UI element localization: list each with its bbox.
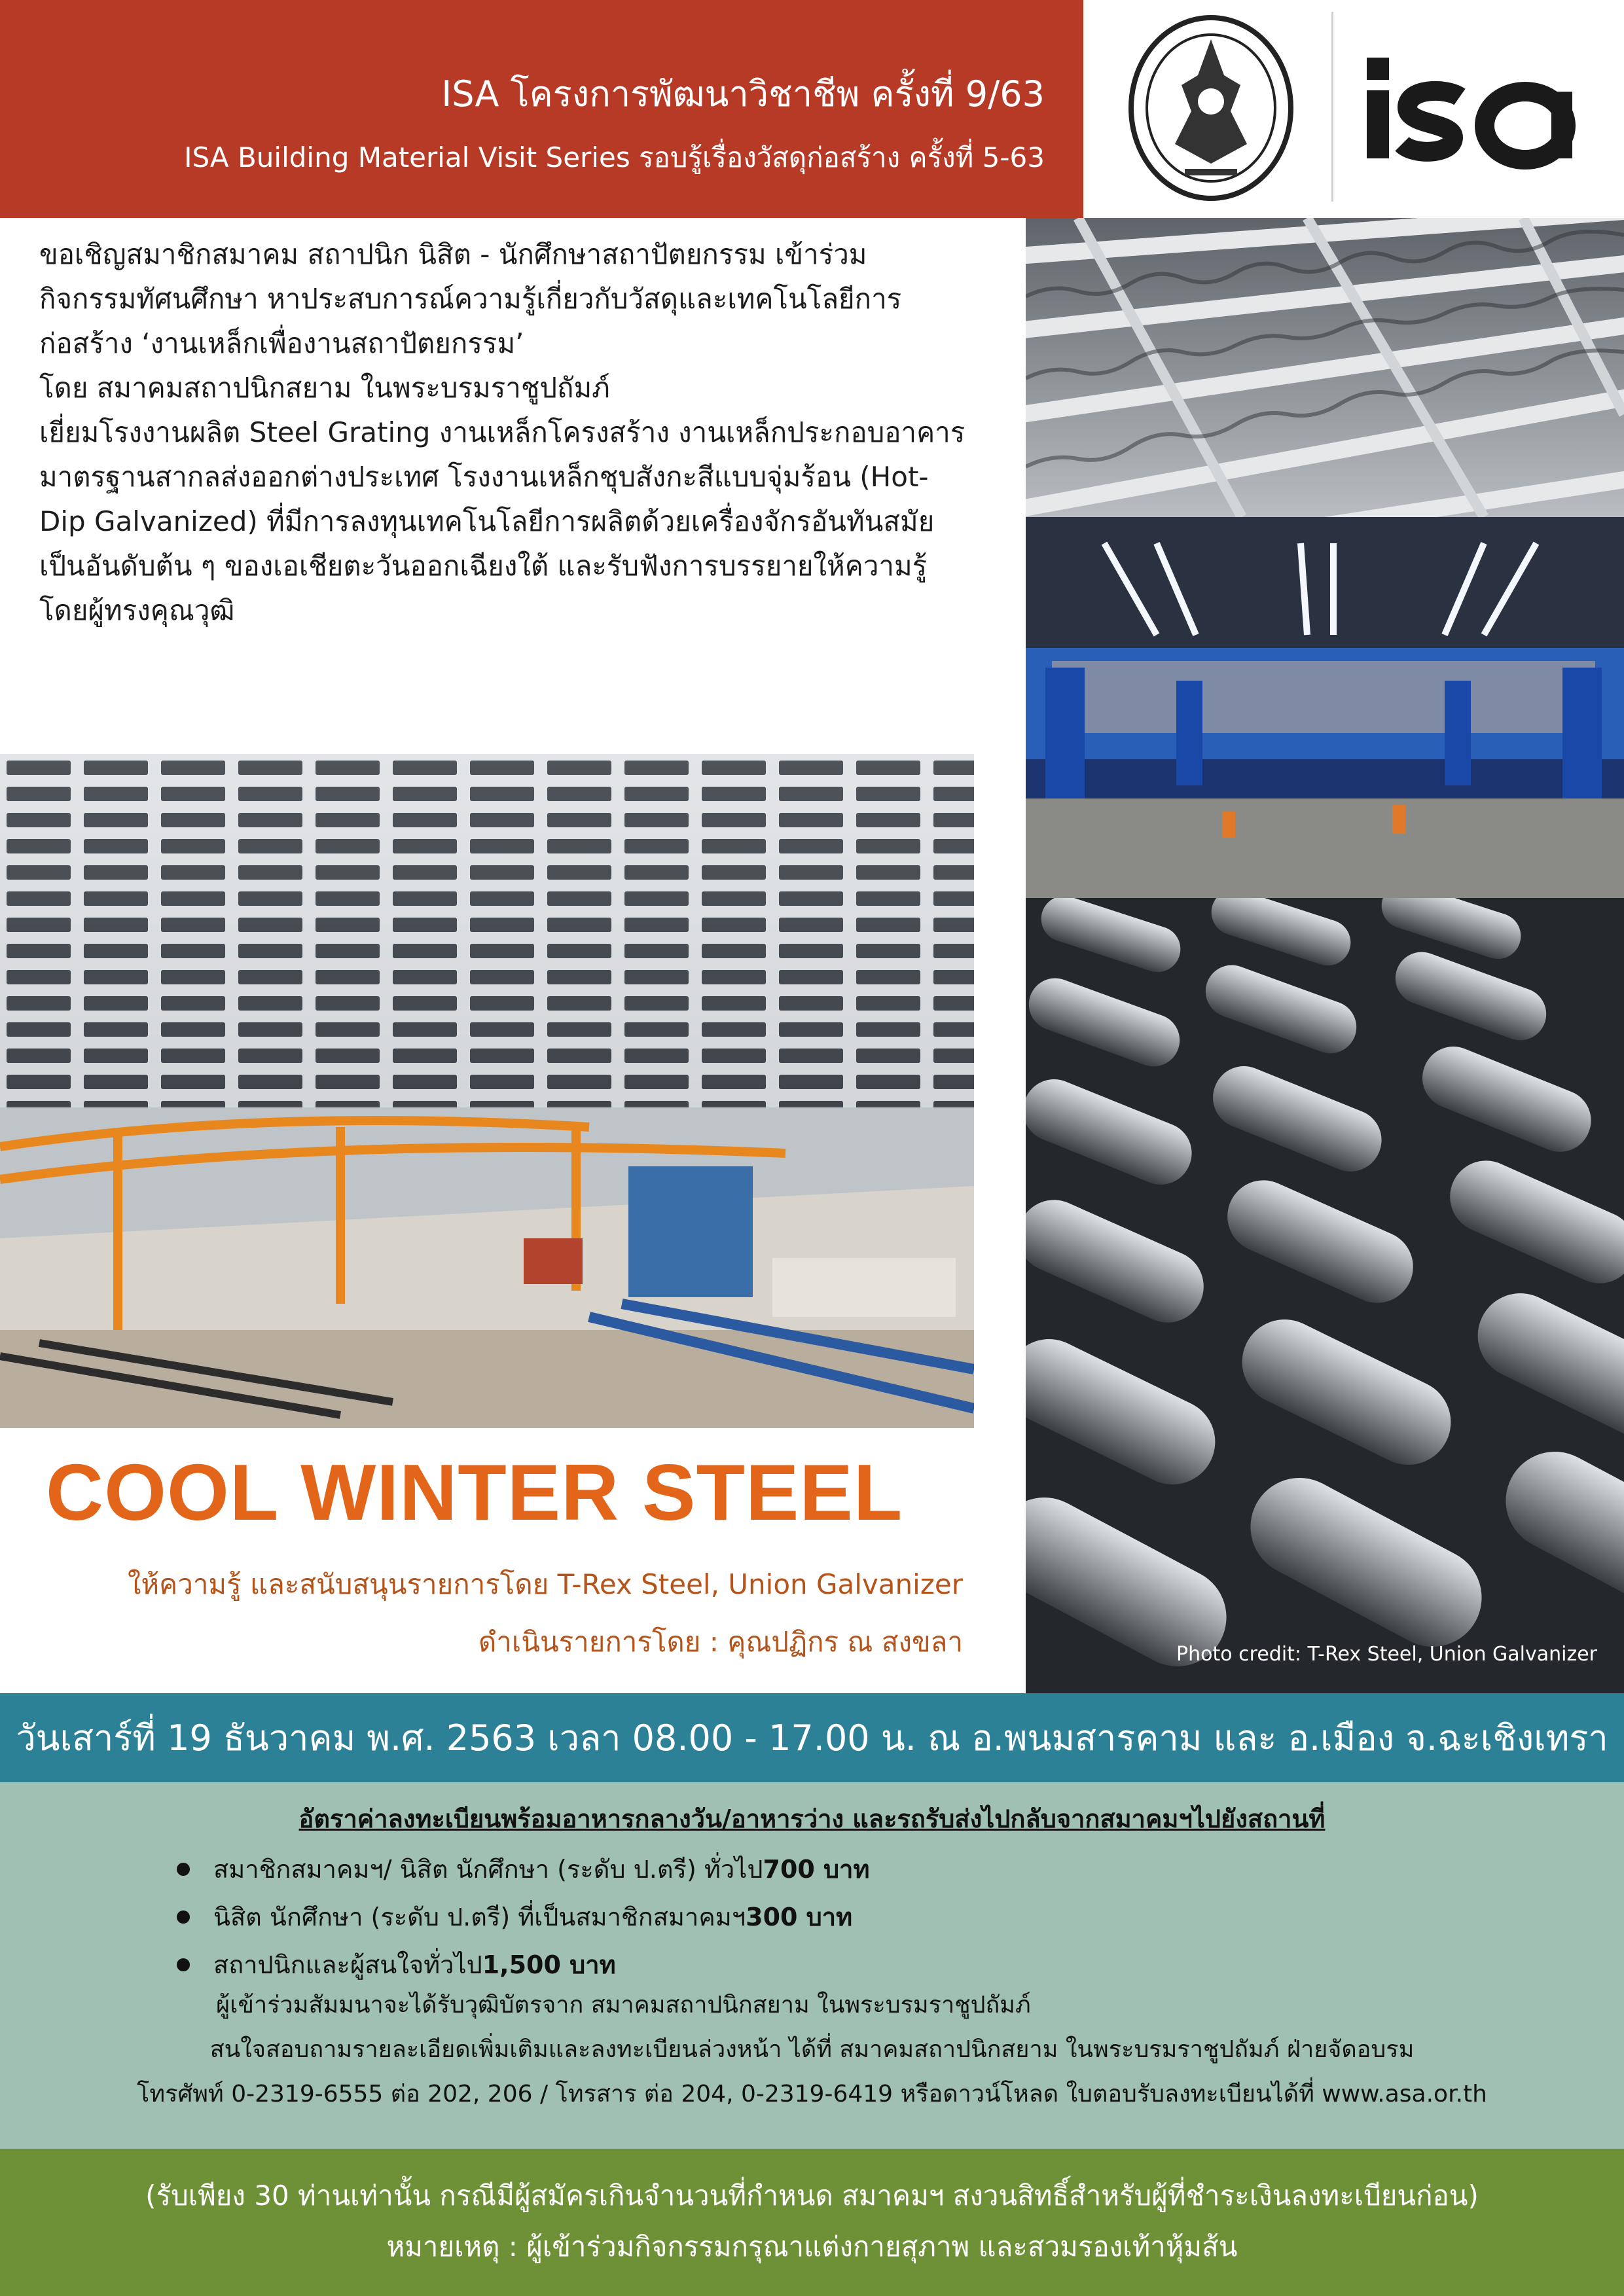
fee-price: 1,500 บาท [482, 1950, 616, 1979]
fee-price: 300 บาท [746, 1903, 853, 1931]
date-band [0, 1693, 1624, 1782]
fee-label: นิสิต นักศึกษา (ระดับ ป.ตรี) ที่เป็นสมาชิกสมาคมฯ [213, 1903, 746, 1931]
logo-divider [1331, 12, 1333, 202]
intro-line: ก่อสร้าง ‘งานเหล็กเพื่องานสถาปัตยกรรม’ [39, 327, 524, 359]
dress-code-note: หมายเหตุ : ผู้เข้าร่วมกิจกรรมกรุณาแต่งกายสุภาพ และสวมรองเท้าหุ้มส้น [386, 2231, 1238, 2263]
intro-line: เป็นอันดับต้น ๆ ของเอเชียตะวันออกเฉียงใต้ และรับฟังการบรรยายให้ความรู้ [39, 550, 928, 582]
steel-grating-closeup-photo [1026, 218, 1624, 517]
intro-line: กิจกรรมทัศนศึกษา หาประสบการณ์ความรู้เกี่ยวกับวัสดุและเทคโนโลยีการ [39, 283, 902, 315]
asa-seal-icon [1126, 13, 1296, 203]
galvanizing-factory-photo [1026, 517, 1624, 898]
isa-logo [1362, 39, 1578, 170]
capacity-note: (รับเพียง 30 ท่านเท่านั้น กรณีมีผู้สมัครเกินจำนวนที่กำหนด สมาคมฯ สงวนสิทธิ์สำหรับผู้ที่ชำระเงินลงทะเบียนก่อน) [145, 2179, 1479, 2212]
intro-line: Dip Galvanized) ที่มีการลงทุนเทคโนโลยีการผลิตด้วยเครื่องจักรอันทันสมัย [39, 505, 935, 537]
intro-line: โดยผู้ทรงคุณวุฒิ [39, 594, 235, 626]
bullet-icon [177, 1910, 190, 1924]
intro-line: เยี่ยมโรงงานผลิต Steel Grating งานเหล็กโครงสร้าง งานเหล็กประกอบอาคาร [39, 416, 965, 448]
contact-line: โทรศัพท์ 0-2319-6555 ต่อ 202, 206 / โทรสาร ต่อ 204, 0-2319-6419 หรือดาวน์โหลด ใบตอบรับลงทะเบียนได้ที่ www.asa.or.th [137, 2081, 1487, 2108]
moderator-line: ดำเนินรายการโดย : คุณปฏิกร ณ สงขลา [478, 1626, 963, 1658]
steel-grating-panels-photo [0, 754, 974, 1107]
bullet-icon [177, 1863, 190, 1876]
fee-item [177, 1945, 616, 1984]
fee-price: 700 บาท [763, 1855, 870, 1884]
footer-band [0, 2149, 1624, 2296]
sponsor-line: ให้ความรู้ และสนับสนุนรายการโดย T-Rex Steel, Union Galvanizer [127, 1568, 963, 1600]
event-date: วันเสาร์ที่ 19 ธันวาคม พ.ศ. 2563 เวลา 08.00 - 17.00 น. ณ อ.พนมสารคาม และ อ.เมือง จ.ฉะเชิงเทรา [16, 1717, 1608, 1759]
fee-label: สมาชิกสมาคมฯ/ นิสิต นักศึกษา (ระดับ ป.ตรี) ทั่วไป [213, 1855, 763, 1884]
steel-warehouse-photo [0, 1107, 974, 1428]
intro-line: ขอเชิญสมาชิกสมาคม สถาปนิก นิสิต - นักศึกษาสถาปัตยกรรม เข้าร่วม [39, 238, 867, 270]
fee-item [177, 1849, 870, 1889]
intro-line: มาตรฐานสากลส่งออกต่างประเทศ โรงงานเหล็กชุบสังกะสีแบบจุ่มร้อน (Hot- [39, 461, 929, 493]
registration-heading: อัตราค่าลงทะเบียนพร้อมอาหารกลางวัน/อาหารว่าง และรถรับส่งไปกลับจากสมาคมฯไปยังสถานที่ [298, 1804, 1326, 1833]
header-title: ISA โครงการพัฒนาวิชาชีพ ครั้งที่ 9/63 [441, 73, 1045, 115]
inquiry-line: สนใจสอบถามรายละเอียดเพิ่มเติมและลงทะเบียนล่วงหน้า ได้ที่ สมาคมสถาปนิกสยาม ในพระบรมราชูปถัมภ์ ฝ่ายจัดอบรม [209, 2036, 1415, 2063]
fee-item [177, 1897, 852, 1937]
bullet-icon [177, 1958, 190, 1971]
fee-label: สถาปนิกและผู้สนใจทั่วไป [213, 1950, 482, 1979]
header-subtitle: ISA Building Material Visit Series รอบรู้เรื่องวัสดุก่อสร้าง ครั้งที่ 5-63 [184, 141, 1045, 173]
intro-line: โดย สมาคมสถาปนิกสยาม ในพระบรมราชูปถัมภ์ [39, 372, 610, 404]
galvanized-steel-tubes-photo [1026, 898, 1624, 1693]
event-title: COOL WINTER STEEL [46, 1448, 903, 1537]
photo-credit: Photo credit: T-Rex Steel, Union Galvanizer [1176, 1643, 1597, 1666]
intro-paragraph [39, 232, 1021, 633]
certificate-note: ผู้เข้าร่วมสัมมนาจะได้รับวุฒิบัตรจาก สมาคมสถาปนิกสยาม ในพระบรมราชูปถัมภ์ [216, 1992, 1031, 2018]
